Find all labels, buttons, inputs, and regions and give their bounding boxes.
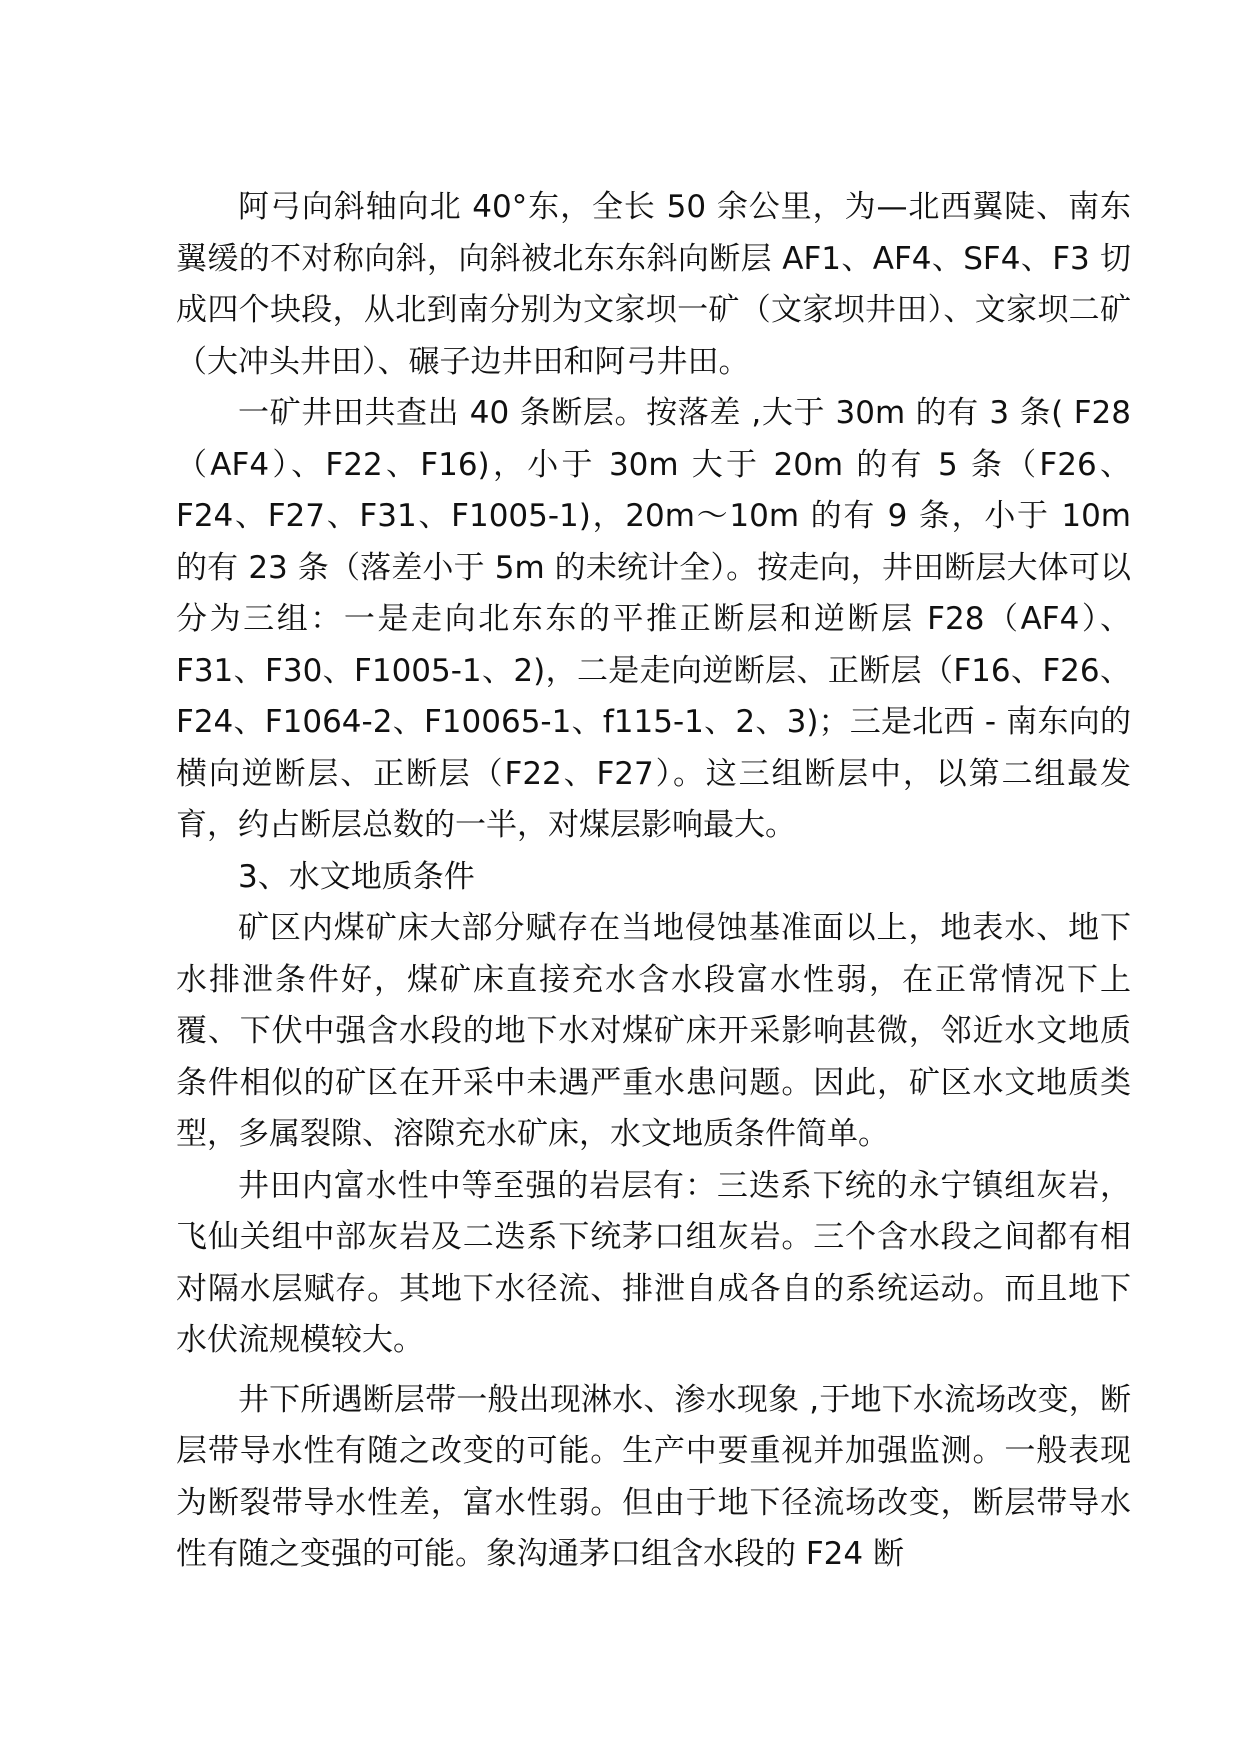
paragraph-hydrogeology-overview: 矿区内煤矿床大部分赋存在当地侵蚀基准面以上，地表水、地下水排泄条件好，煤矿床直接充水含水段富水性弱，在正常情况下上覆、下伏中强含水段的地下水对煤矿床开采影响甚微，邻近水文地质条件相似的矿区在开采中未遇严重水患问题。因此，矿区水文地质类型，多属裂隙、溶隙充水矿床，水文地质条件简单。 <box>176 910 1131 1152</box>
paragraph-aquifer-layers: 井田内富水性中等至强的岩层有：三迭系下统的永宁镇组灰岩，飞仙关组中部灰岩及二迭系下统茅口组灰岩。三个含水段之间都有相对隔水层赋存。其地下水径流、排泄自成各自的系统运动。而且地下水伏流规模较大。 <box>176 1167 1131 1358</box>
section-heading-hydrogeology: 3、水文地质条件 <box>238 858 475 895</box>
paragraph-fault-statistics: 一矿井田共查出 40 条断层。按落差 ,大于 30m 的有 3 条( F28（AF4）、F22、F16)，小于 30m 大于 20m 的有 5 条（F26、F24、F27、F31、F1005-1)，20m～10m 的有 9 条，小于 10m 的有 23 条（落差小于 5m 的未统计全）。按走向，井田断层大体可以分为三组：一是走向北东东的平推正断层和逆断层 F28（AF4）、F31、F30、F1005-1、2)，二是走向逆断层、正断层（F16、F26、F24、F1064-2、F10065-1、f115-1、2、3)；三是北西 - 南东向的横向逆断层、正断层（F22、F27）。这三组断层中，以第二组最发育，约占断层总数的一半，对煤层影响最大。 <box>176 395 1131 843</box>
paragraph-fault-water: 井下所遇断层带一般出现淋水、渗水现象 ,于地下水流场改变，断层带导水性有随之改变的可能。生产中要重视并加强监测。一般表现为断裂带导水性差，富水性弱。但由于地下径流场改变，断层带导水性有随之变强的可能。象沟通茅口组含水段的 F24 断 <box>176 1381 1131 1572</box>
document-page <box>176 182 1131 1581</box>
paragraph-syncline-description: 阿弓向斜轴向北 40°东，全长 50 余公里，为—北西翼陡、南东翼缓的不对称向斜，向斜被北东东斜向断层 AF1、AF4、SF4、F3 切成四个块段，从北到南分别为文家坝一矿（文家坝井田）、文家坝二矿（大冲头井田）、碾子边井田和阿弓井田。 <box>176 189 1131 380</box>
